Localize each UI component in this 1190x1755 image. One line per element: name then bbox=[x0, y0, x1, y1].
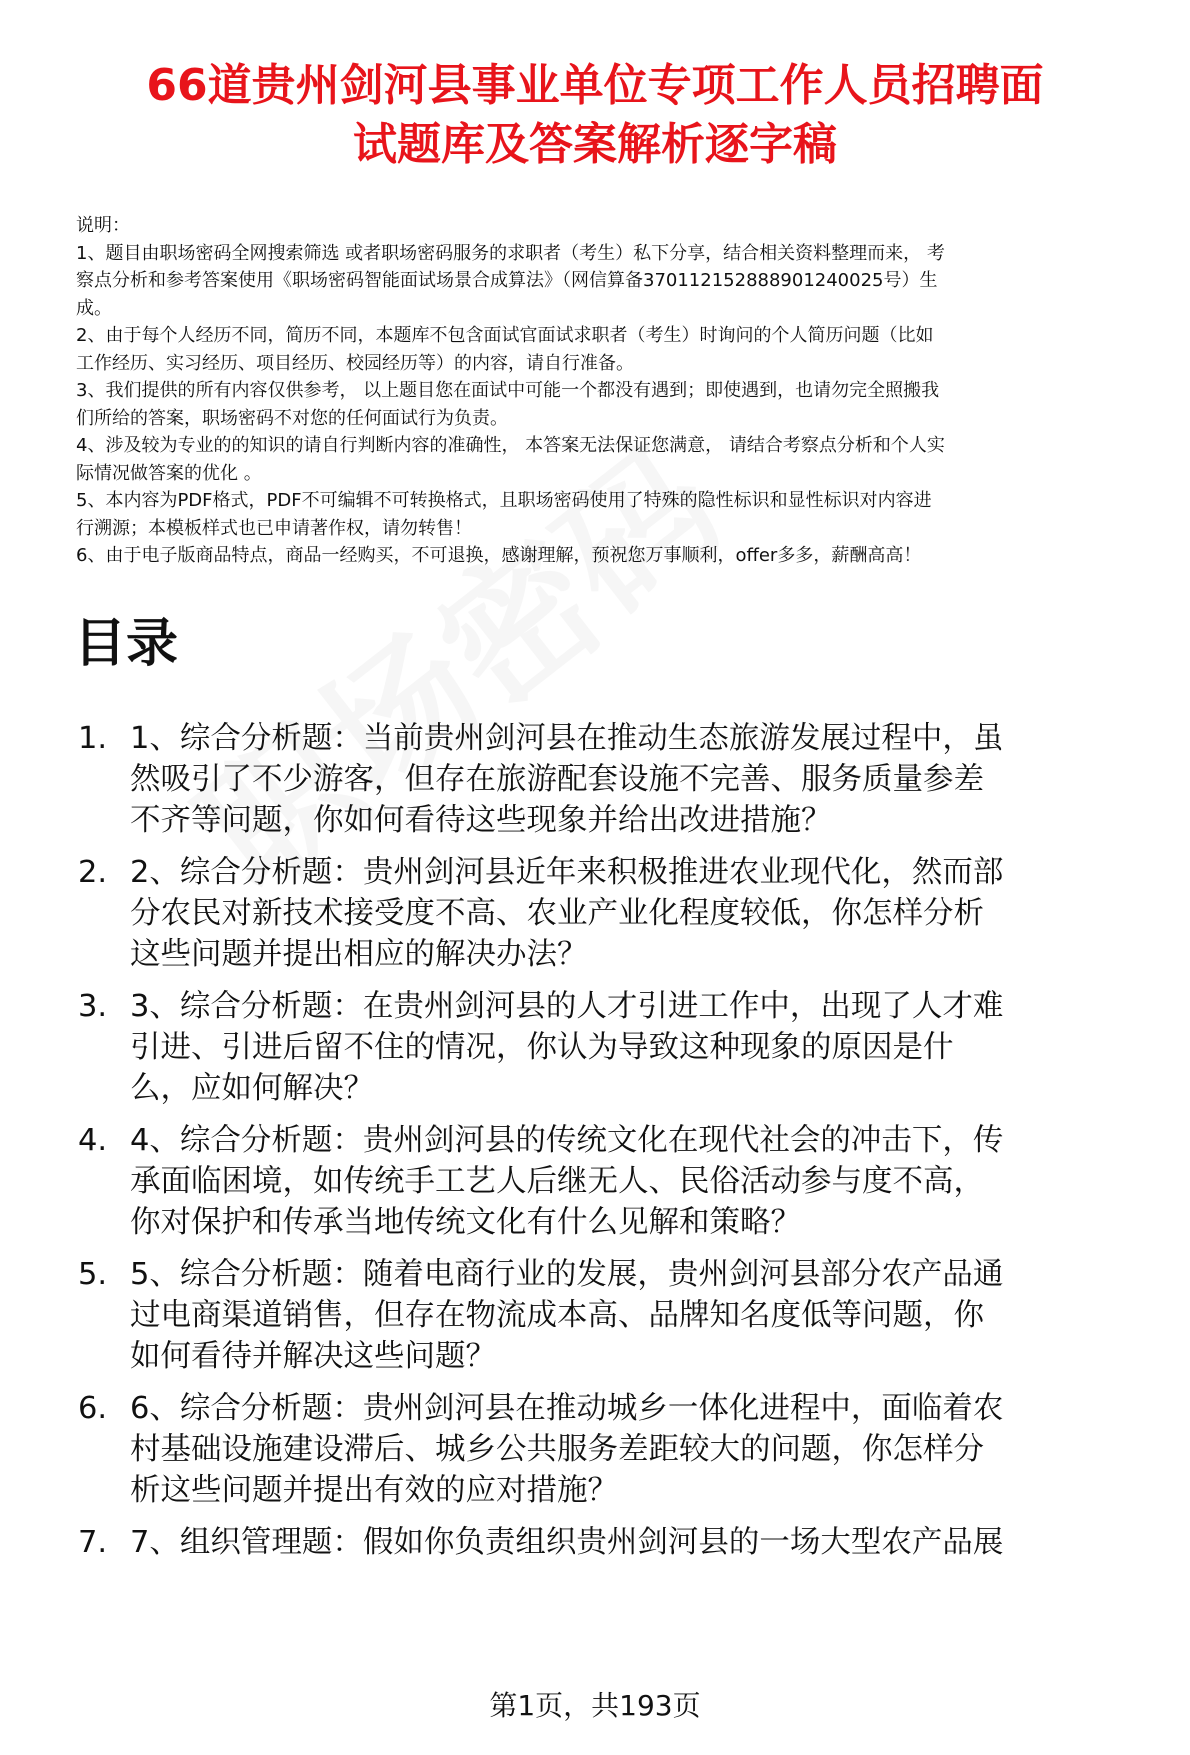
toc-line: 然吸引了不少游客，但存在旅游配套设施不完善、服务质量参差 bbox=[130, 762, 984, 797]
toc-text bbox=[130, 986, 1170, 1109]
notes-line: 际情况做答案的优化 。 bbox=[76, 462, 262, 484]
toc-line: 2、综合分析题：贵州剑河县近年来积极推进农业现代化，然而部 bbox=[130, 855, 1004, 890]
toc-line: 如何看待并解决这些问题？ bbox=[130, 1339, 496, 1374]
notes-line: 6、由于电子版商品特点，商品一经购买，不可退换，感谢理解，预祝您万事顺利，offer多多，薪酬高高！ bbox=[76, 545, 922, 566]
toc-number: 3. bbox=[78, 989, 108, 1024]
toc-text bbox=[130, 1522, 1170, 1563]
notes-line: 成。 bbox=[76, 297, 112, 319]
notes-line: 工作经历、实习经历、项目经历、校园经历等）的内容，请自行准备。 bbox=[76, 352, 634, 374]
toc-number: 4. bbox=[78, 1123, 108, 1158]
toc-text bbox=[130, 1120, 1170, 1243]
toc-text bbox=[130, 1254, 1170, 1377]
toc-line: 过电商渠道销售，但存在物流成本高、品牌知名度低等问题，你 bbox=[130, 1298, 984, 1333]
notes-line: 2、由于每个人经历不同，简历不同，本题库不包含面试官面试求职者（考生）时询问的个人简历问题（比如 bbox=[76, 325, 934, 346]
toc-line: 你对保护和传承当地传统文化有什么见解和策略？ bbox=[130, 1205, 801, 1240]
toc-line: 么，应如何解决？ bbox=[130, 1071, 374, 1106]
toc-line: 承面临困境，如传统手工艺人后继无人、民俗活动参与度不高， bbox=[130, 1164, 984, 1199]
toc-line: 这些问题并提出相应的解决办法？ bbox=[130, 937, 588, 972]
toc-line: 不齐等问题，你如何看待这些现象并给出改进措施？ bbox=[130, 803, 832, 838]
toc-line: 1、综合分析题：当前贵州剑河县在推动生态旅游发展过程中，虽 bbox=[130, 721, 1004, 756]
notes-line: 4、涉及较为专业的的知识的请自行判断内容的准确性， 本答案无法保证您满意， 请结合考察点分析和个人实 bbox=[76, 435, 945, 456]
notes-line: 行溯源；本模板样式也已申请著作权，请勿转售！ bbox=[76, 517, 472, 539]
toc-heading: 目录 bbox=[74, 614, 179, 674]
notes-line: 们所给的答案，职场密码不对您的任何面试行为负责。 bbox=[76, 407, 508, 429]
notes-line: 察点分析和参考答案使用《职场密码智能面试场景合成算法》（网信算备370112152888901240025号）生 bbox=[76, 270, 938, 291]
disclaimer-notes bbox=[76, 212, 1156, 570]
toc-number: 6. bbox=[78, 1391, 108, 1426]
toc-text bbox=[130, 1388, 1170, 1511]
toc-text bbox=[130, 852, 1170, 975]
document-title bbox=[70, 56, 1120, 174]
toc-number: 1. bbox=[78, 721, 108, 756]
toc-number: 7. bbox=[78, 1525, 108, 1560]
toc-line: 村基础设施建设滞后、城乡公共服务差距较大的问题，你怎样分 bbox=[130, 1432, 984, 1467]
notes-line: 5、本内容为PDF格式，PDF不可编辑不可转换格式，且职场密码使用了特殊的隐性标识和显性标识对内容进 bbox=[76, 490, 932, 511]
page-footer: 第1页，共193页 bbox=[489, 1689, 701, 1722]
notes-line: 1、题目由职场密码全网搜索筛选 或者职场密码服务的求职者（考生）私下分享，结合相关资料整理而来， 考 bbox=[76, 242, 945, 264]
notes-line: 3、我们提供的所有内容仅供参考， 以上题目您在面试中可能一个都没有遇到；即使遇到，也请勿完全照搬我 bbox=[76, 380, 940, 401]
toc-number: 2. bbox=[78, 855, 108, 890]
toc-line: 6、综合分析题：贵州剑河县在推动城乡一体化进程中，面临着农 bbox=[130, 1391, 1004, 1426]
toc-line: 析这些问题并提出有效的应对措施？ bbox=[130, 1473, 618, 1508]
toc-line: 分农民对新技术接受度不高、农业产业化程度较低，你怎样分析 bbox=[130, 896, 984, 931]
toc-text bbox=[130, 718, 1170, 841]
toc-line: 4、综合分析题：贵州剑河县的传统文化在现代社会的冲击下，传 bbox=[130, 1123, 1004, 1158]
toc-line: 引进、引进后留不住的情况，你认为导致这种现象的原因是什 bbox=[130, 1030, 954, 1065]
toc-line: 7、组织管理题：假如你负责组织贵州剑河县的一场大型农产品展 bbox=[130, 1525, 1004, 1560]
toc-line: 3、综合分析题：在贵州剑河县的人才引进工作中，出现了人才难 bbox=[130, 989, 1004, 1024]
title-line: 66道贵州剑河县事业单位专项工作人员招聘面 bbox=[146, 60, 1044, 111]
toc-number: 5. bbox=[78, 1257, 108, 1292]
notes-line: 说明： bbox=[76, 215, 130, 236]
toc-line: 5、综合分析题：随着电商行业的发展，贵州剑河县部分农产品通 bbox=[130, 1257, 1004, 1292]
title-line: 试题库及答案解析逐字稿 bbox=[353, 119, 837, 170]
